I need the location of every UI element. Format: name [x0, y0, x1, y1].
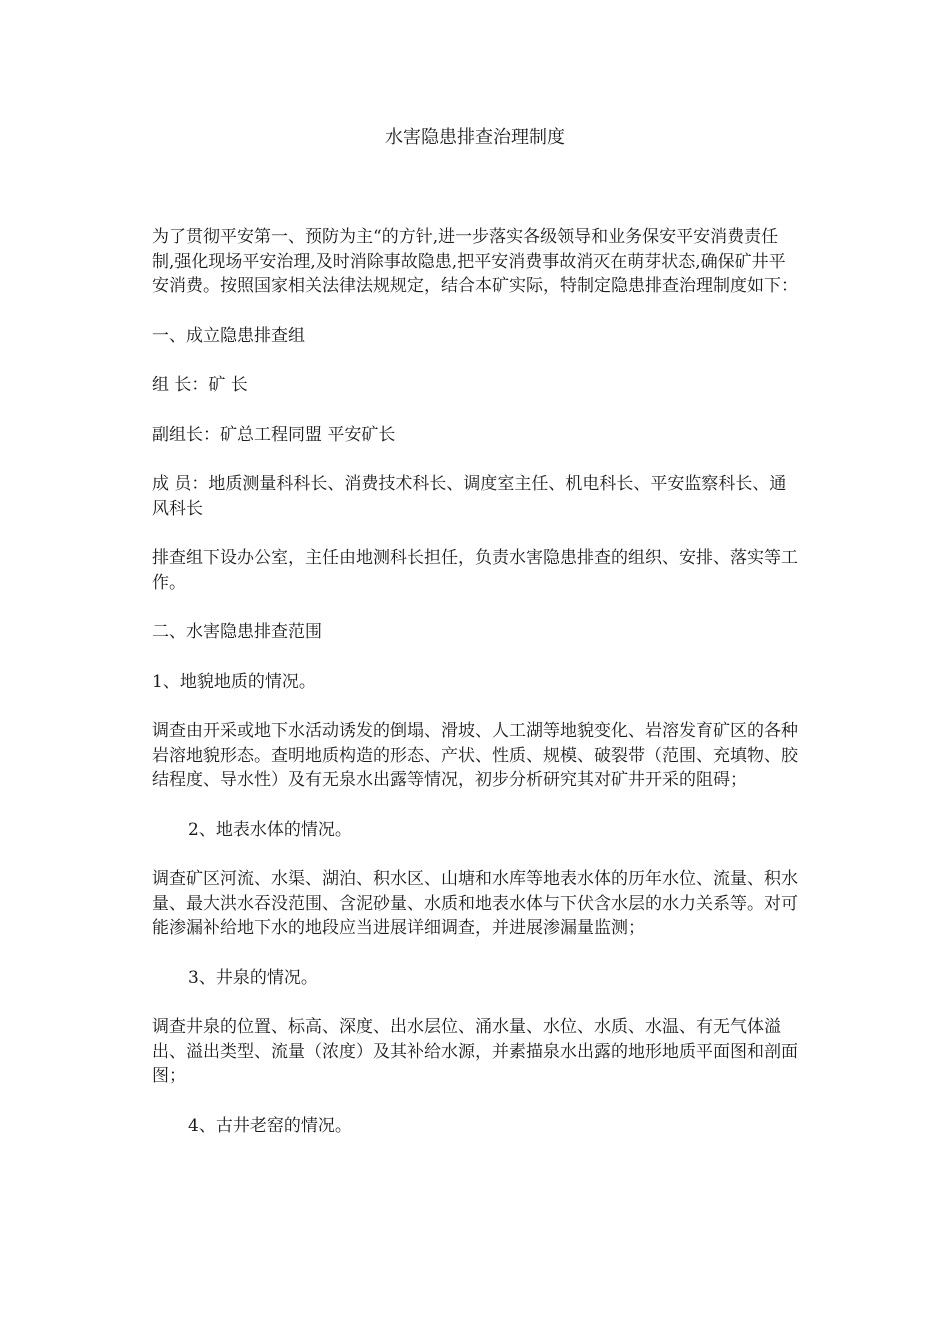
intro-paragraph: 为了贯彻平安第一、预防为主“的方针,进一步落实各级领导和业务保安平安消费责任制,强化现场平安治理,及时消除事故隐患,把平安消费事故消灭在萌芽状态,确保矿井平安消费。按照国家相关法律法规规定，结合本矿实际，特制定隐患排查治理制度如下： — [152, 227, 798, 296]
section-heading-1: 一、成立隐患排查组 — [152, 325, 305, 346]
item-heading-2: 2、地表水体的情况。 — [188, 819, 352, 840]
item-heading-1: 1、地貌地质的情况。 — [152, 671, 316, 692]
document-title: 水害隐患排查治理制度 — [385, 127, 565, 148]
item-body-2: 调查矿区河流、水渠、湖泊、积水区、山塘和水库等地表水体的历年水位、流量、积水量、最大洪水吞没范围、含泥砂量、水质和地表水体与下伏含水层的水力关系等。对可能渗漏补给地下水的地段应当进展详细调查，并进展渗漏量监测； — [152, 869, 798, 938]
office-paragraph: 排查组下设办公室，主任由地测科长担任，负责水害隐患排查的组织、安排、落实等工作。 — [152, 548, 798, 593]
team-leader-line: 组 长：矿 长 — [152, 375, 248, 395]
deputy-leader-line: 副组长：矿总工程同盟 平安矿长 — [152, 424, 396, 445]
document-body — [152, 225, 800, 1163]
item-heading-4: 4、古井老窑的情况。 — [188, 1115, 352, 1136]
members-line: 成 员：地质测量科科长、消费技术科长、调度室主任、机电科长、平安监察科长、通风科长 — [152, 474, 787, 519]
section-heading-2: 二、水害隐患排查范围 — [152, 622, 322, 642]
item-body-3: 调查井泉的位置、标高、深度、出水层位、涌水量、水位、水质、水温、有无气体溢出、溢出类型、流量（浓度）及其补给水源，并素描泉水出露的地形地质平面图和剖面图； — [152, 1017, 798, 1086]
item-heading-3: 3、井泉的情况。 — [188, 967, 318, 988]
item-body-1: 调查由开采或地下水活动诱发的倒塌、滑坡、人工湖等地貌变化、岩溶发育矿区的各种岩溶地貌形态。查明地质构造的形态、产状、性质、规模、破裂带（范围、充填物、胶结程度、导水性）及有无泉水出露等情况，初步分析研究其对矿井开采的阻碍； — [152, 721, 798, 790]
